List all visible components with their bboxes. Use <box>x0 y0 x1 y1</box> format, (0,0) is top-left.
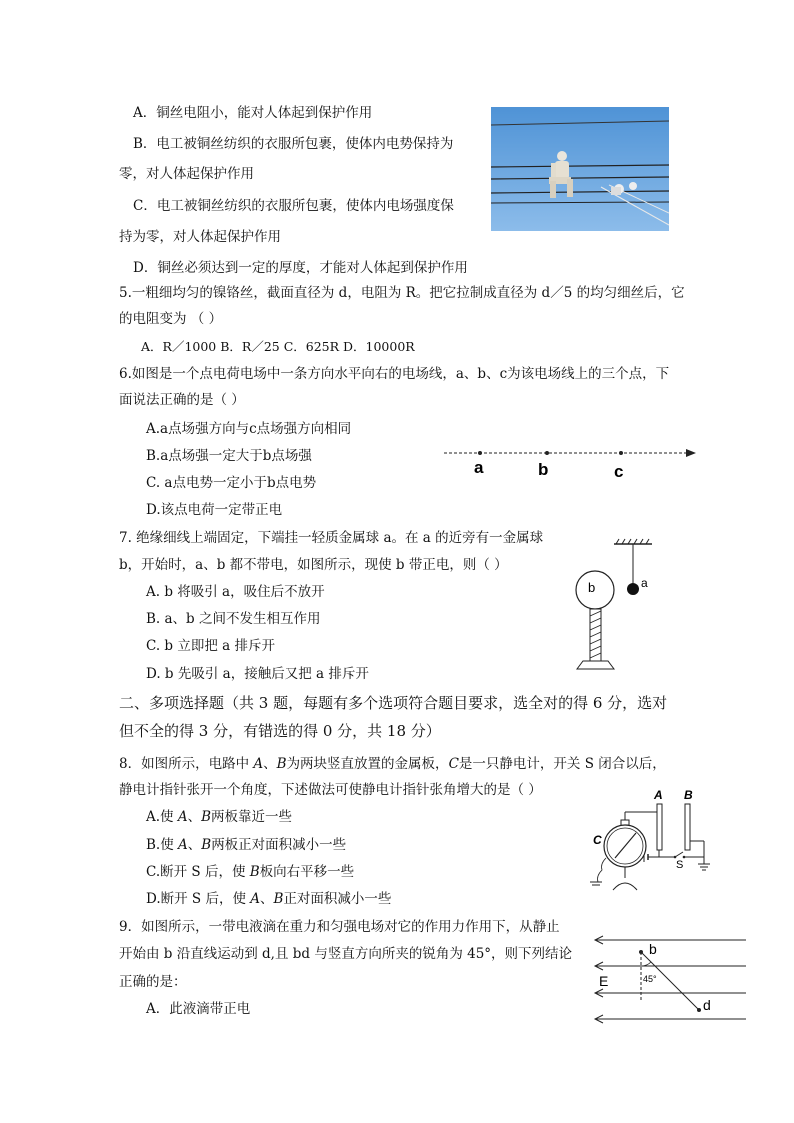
section2-heading-line2: 但不全的得 3 分，有错选的得 0 分，共 18 分） <box>119 722 441 740</box>
label-b: b <box>649 941 657 957</box>
capacitor-circuit-figure <box>588 786 718 896</box>
label-a: a <box>641 576 648 590</box>
q8-stem-line2: 静电计指针张开一个角度，下述做法可使静电计指针张角增大的是（ ） <box>119 782 542 798</box>
uniform-field-figure <box>590 930 750 1026</box>
q4-option-c: C．电工被铜丝纺织的衣服所包裹，使体内电场强度保 <box>133 198 454 214</box>
q9-stem-line2: 开始由 b 沿直线运动到 d,且 bd 与竖直方向所夹的锐角为 45°，则下列结论 <box>119 946 573 962</box>
field-line-figure <box>440 440 700 482</box>
sphere-stand-figure <box>570 538 660 674</box>
q4-option-b: B．电工被铜丝纺织的衣服所包裹，使体内电势保持为 <box>133 136 454 152</box>
label-E: E <box>599 973 609 989</box>
q8-option-c: C.断开 S 后，使 B板向右平移一些 <box>146 864 355 880</box>
label-A: A <box>654 788 663 802</box>
q6-stem-line1: 6.如图是一个点电荷电场中一条方向水平向右的电场线，a、b、c为该电场线上的三个点，下 <box>119 366 670 382</box>
q4-option-a: A．铜丝电阻小，能对人体起到保护作用 <box>133 105 373 121</box>
q8-option-b: B.使 A、B两板正对面积减小一些 <box>146 837 347 853</box>
q7-option-b: B. a、b 之间不发生相互作用 <box>146 611 321 627</box>
label-45: 45° <box>643 974 657 984</box>
q7-stem-line1: 7. 绝缘细线上端固定，下端挂一轻质金属球 a。在 a 的近旁有一金属球 <box>119 530 544 546</box>
q6-option-b: B.a点场强一定大于b点场强 <box>146 448 312 464</box>
q8-option-d: D.断开 S 后，使 A、B正对面积减小一些 <box>146 891 392 907</box>
label-c: c <box>614 462 624 481</box>
q7-option-a: A. b 将吸引 a，吸住后不放开 <box>146 584 325 600</box>
q6-option-c: C. a点电势一定小于b点电势 <box>146 475 317 491</box>
q4-option-d: D．铜丝必须达到一定的厚度，才能对人体起到保护作用 <box>133 260 468 276</box>
point-a <box>478 451 482 455</box>
q9-stem-line3: 正确的是： <box>119 974 187 990</box>
plate-B <box>685 804 690 850</box>
point-c <box>619 451 623 455</box>
label-b: b <box>538 460 549 479</box>
q8-option-a: A.使 A、B两板靠近一些 <box>146 809 293 825</box>
q9-stem-line1: 9．如图所示，一带电液滴在重力和匀强电场对它的作用力作用下，从静止 <box>119 919 560 935</box>
label-S: S <box>676 859 684 871</box>
label-d: d <box>703 997 711 1013</box>
q6-option-a: A.a点场强方向与c点场强方向相同 <box>146 421 352 437</box>
q5-options: A．R／1000 B．R／25 C．625R D．10000R <box>141 339 415 354</box>
q5-stem-line2: 的电阻变为 （ ） <box>119 311 223 327</box>
point-b <box>545 451 549 455</box>
q4-option-c-cont: 持为零，对人体起保护作用 <box>119 229 281 245</box>
q5-stem-line1: 5.一粗细均匀的镍铬丝，截面直径为 d，电阻为 R。把它拉制成直径为 d／5 的均匀细丝后，它 <box>119 285 685 301</box>
q6-stem-line2: 面说法正确的是（ ） <box>119 392 245 408</box>
label-B: B <box>684 788 693 802</box>
q7-option-d: D. b 先吸引 a，接触后又把 a 排斥开 <box>146 666 369 682</box>
point-d <box>697 1008 701 1012</box>
label-C: C <box>593 833 602 847</box>
q9-option-a: A．此液滴带正电 <box>146 1001 251 1017</box>
section2-heading-line1: 二、多项选择题（共 3 题，每题有多个选项符合题目要求，选全对的得 6 分，选对 <box>119 694 668 712</box>
plate-A <box>657 804 662 850</box>
q6-option-d: D.该点电荷一定带正电 <box>146 502 283 518</box>
q7-stem-line2: b，开始时，a、b 都不带电，如图所示，现使 b 带正电，则（ ） <box>119 557 508 573</box>
arrow-head <box>686 449 696 457</box>
q4-option-b-cont: 零，对人体起保护作用 <box>119 166 254 182</box>
electrician-photo <box>491 107 669 231</box>
label-a: a <box>474 458 484 477</box>
ball-a <box>627 583 639 595</box>
q7-option-c: C. b 立即把 a 排斥开 <box>146 638 275 654</box>
q8-stem-line1: 8．如图所示，电路中 A、B为两块竖直放置的金属板，C是一只静电计，开关 S 闭合以后， <box>119 756 666 772</box>
label-b: b <box>588 580 596 595</box>
